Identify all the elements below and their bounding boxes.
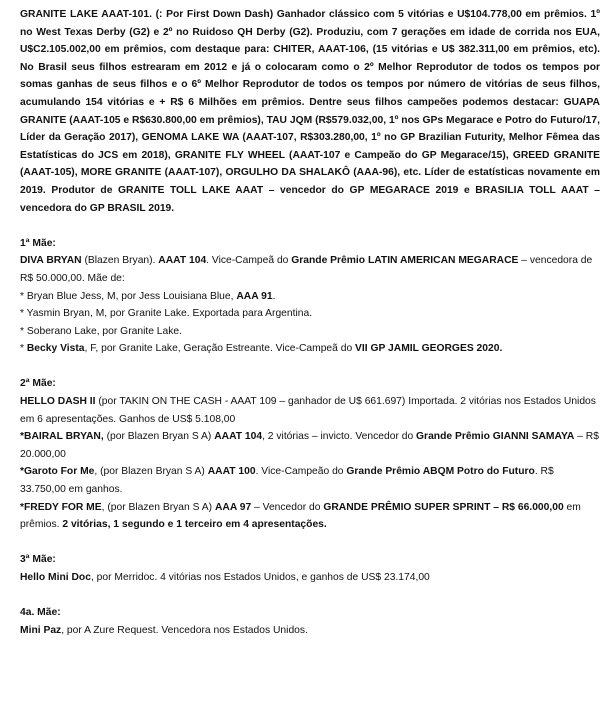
first-dam-name: DIVA BRYAN — [20, 255, 82, 267]
third-dam-heading: 3ª Mãe: — [20, 554, 56, 566]
offspring-item: * Soberano Lake, por Granite Lake. — [20, 325, 182, 337]
spacer — [20, 587, 600, 605]
first-dam-rating: AAAT 104 — [158, 255, 207, 267]
second-dam-heading: 2ª Mãe: — [20, 378, 56, 390]
first-dam-description: DIVA BRYAN (Blazen Bryan). AAAT 104. Vice-Campeã do Grande Prêmio LATIN AMERICAN MEGARACE – vencedora de R$ 50.000,00. Mãe de: — [20, 255, 593, 284]
offspring-item: * Becky Vista, F, por Granite Lake, Geração Estreante. Vice-Campeã do VII GP JAMIL GEORGES 2020. — [20, 343, 503, 355]
fourth-dam-name: Mini Paz — [20, 624, 62, 636]
first-dam-heading: 1ª Mãe: — [20, 237, 56, 249]
offspring-item: * Bryan Blue Jess, M, por Jess Louisiana Blue, AAA 91. — [20, 290, 276, 302]
offspring-item: * Yasmin Bryan, M, por Granite Lake. Exportada para Argentina. — [20, 308, 313, 320]
spacer — [20, 534, 600, 552]
first-dam-race: Grande Prêmio LATIN AMERICAN MEGARACE — [291, 255, 519, 267]
third-dam-name: Hello Mini Doc — [20, 572, 91, 583]
third-dam-description: Hello Mini Doc, por Merridoc. 4 vitórias nos Estados Unidos, e ganhos de US$ 23.174,00 — [20, 572, 430, 583]
fourth-dam-heading: 4a. Mãe: — [20, 607, 61, 619]
offspring-name: Becky Vista — [26, 343, 85, 355]
spacer — [20, 358, 600, 376]
sire-description: GRANITE LAKE AAAT-101. (: Por First Down Dash) Ganhador clássico com 5 vitórias e U$104.778,00 em prêmios. 1º no West Texas Derby (G2) e 2º no Ruidoso QH Derby (G2). Produziu, com 7 gerações em idade de corrida nos EUA, U$C2.105.002,00 em prêmios, com destaque para: CHITER, AAAT-106, (15 vitórias e U$ 382.311,00 em prêmios, etc). No Brasil seus filhos estrearam em 2012 e já o colocaram como o 2º Melhor Reprodutor de todos os tempos por somas ganhas de seus filhos e o 6º Melhor Reprodutor de todos os tempos por número de vitórias de seus filhos, acumulando 154 vitórias e + R$ 6 Milhões em prêmios. Dentre seus filhos campeões podemos destacar: GUAPA GRANITE (AAAT-105 e R$630.800,00 em prêmios), TAU JQM (R$579.032,00, 1º nos GPs Megarace e Potro do Futuro/17, Líder da Geração 2017), GENOMA LAKE WA (AAAT-107, R$303.280,00, 1º no GP Brazilian Futurity, Melhor Fêmea das Estatísticas do JCS em 2018), GRANITE FLY WHEEL (AAAT-107 e Campeão do GP Megarace/15), GREED GRANITE (AAAT-105), MORE GRANITE (AAAT-107), ORGULHO DA SHALAKÔ (AAA-96), etc. Líder de estatísticas novamente em 2019. Produtor de GRANITE TOLL LAKE AAAT – vencedor do GP MEGARACE 2019 e BRASILIA TOLL AAAT – vencedora do GP BRASIL 2019. — [20, 9, 600, 214]
offspring-item: *Garoto For Me, (por Blazen Bryan S A) AAAT 100. Vice-Campeão do Grande Prêmio ABQM Potro do Futuro. R$ 33.750,00 em ganhos. — [20, 466, 554, 496]
offspring-item: *BAIRAL BRYAN, (por Blazen Bryan S A) AAAT 104, 2 vitórias – invicto. Vencedor do Grande Prêmio GIANNI SAMAYA – R$ 20.000,00 — [20, 431, 599, 460]
second-dam-description: HELLO DASH II (por TAKIN ON THE CASH - AAAT 109 – ganhador de U$ 661.697) Importada. 2 vitórias nos Estados Unidos em 6 apresentações. Ganhos de US$ 5.108,00 — [20, 396, 596, 425]
fourth-dam-description: Mini Paz, por A Zure Request. Vencedora nos Estados Unidos. — [20, 624, 308, 636]
offspring-item: *FREDY FOR ME, (por Blazen Bryan S A) AAA 97 – Vencedor do GRANDE PRÊMIO SUPER SPRINT – R$ 66.000,00 em prêmios. 2 vitórias, 1 segundo e 1 terceiro em 4 apresentações. — [20, 501, 581, 531]
second-dam-name: HELLO DASH II — [20, 396, 96, 408]
spacer — [20, 217, 600, 235]
